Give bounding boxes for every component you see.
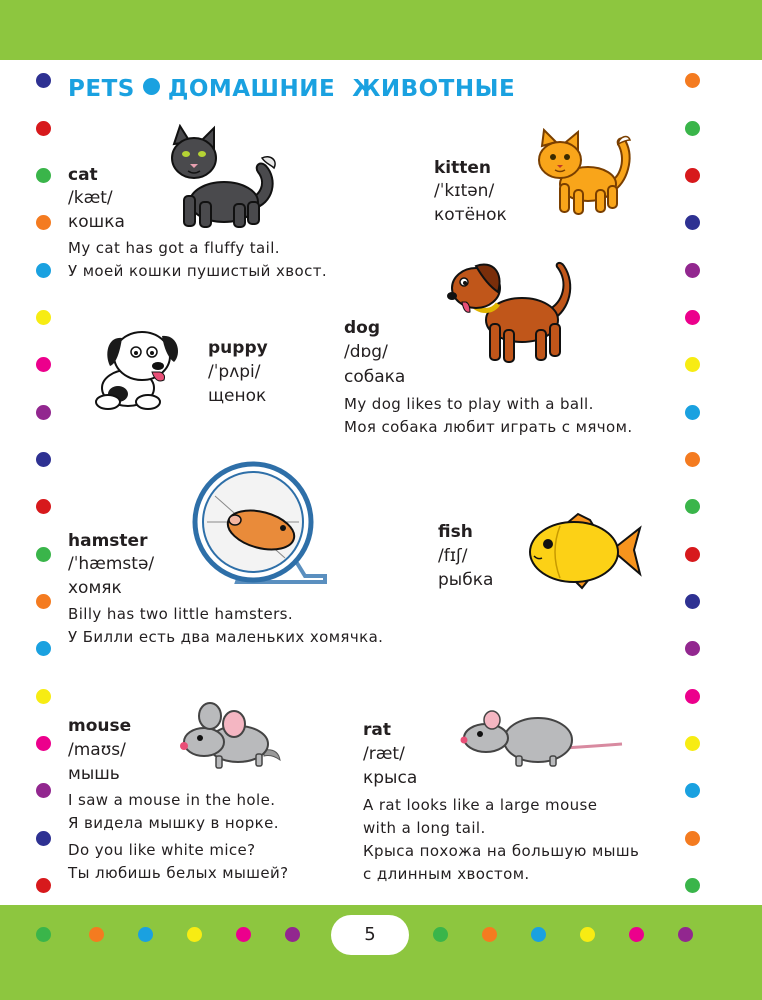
cat-translation: кошка bbox=[68, 212, 125, 232]
decor-dot bbox=[433, 927, 448, 942]
decor-dot bbox=[685, 73, 700, 88]
cat-illustration bbox=[162, 124, 284, 232]
decor-dot bbox=[138, 927, 153, 942]
decor-dot bbox=[678, 927, 693, 942]
mouse-example-ru-2: Ты любишь белых мышей? bbox=[68, 864, 289, 882]
fish-word: fish bbox=[438, 522, 473, 542]
decor-dot bbox=[36, 263, 51, 278]
cat-example-en: My cat has got a fluffy tail. bbox=[68, 239, 280, 257]
kitten-word: kitten bbox=[434, 158, 492, 178]
decor-dot bbox=[685, 736, 700, 751]
rat-example-ru-2: с длинным хвостом. bbox=[363, 865, 530, 883]
decor-dot bbox=[685, 215, 700, 230]
decor-dot bbox=[629, 927, 644, 942]
rat-example-en-2: with a long tail. bbox=[363, 819, 486, 837]
decor-dot bbox=[685, 689, 700, 704]
top-green-band bbox=[0, 0, 762, 60]
decor-dot bbox=[187, 927, 202, 942]
decor-dot bbox=[36, 357, 51, 372]
mouse-illustration bbox=[176, 700, 284, 772]
hamster-example-en: Billy has two little hamsters. bbox=[68, 605, 294, 623]
rat-word: rat bbox=[363, 720, 391, 740]
rat-translation: крыса bbox=[363, 768, 418, 788]
cat-transcription: /kæt/ bbox=[68, 188, 113, 208]
dog-word: dog bbox=[344, 318, 381, 338]
decor-dot bbox=[685, 831, 700, 846]
rat-example-en-1: A rat looks like a large mouse bbox=[363, 796, 598, 814]
page-number: 5 bbox=[331, 915, 409, 955]
dog-example-ru: Моя собака любит играть с мячом. bbox=[344, 418, 633, 436]
cat-example-ru: У моей кошки пушистый хвост. bbox=[68, 262, 328, 280]
rat-transcription: /ræt/ bbox=[363, 744, 405, 764]
puppy-transcription: /ˈpʌpi/ bbox=[208, 362, 261, 382]
dog-example-en: My dog likes to play with a ball. bbox=[344, 395, 594, 413]
decor-dot bbox=[36, 878, 51, 893]
decor-dot bbox=[36, 641, 51, 656]
dog-transcription: /dɒg/ bbox=[344, 342, 388, 362]
decor-dot bbox=[685, 357, 700, 372]
fish-illustration bbox=[526, 512, 644, 590]
decor-dot bbox=[36, 547, 51, 562]
decor-dot bbox=[36, 452, 51, 467]
decor-dot bbox=[685, 405, 700, 420]
kitten-translation: котёнок bbox=[434, 205, 507, 225]
decor-dot bbox=[685, 547, 700, 562]
hamster-wheel-illustration bbox=[185, 458, 327, 586]
decor-dot bbox=[580, 927, 595, 942]
decor-dot bbox=[36, 73, 51, 88]
decor-dot bbox=[685, 121, 700, 136]
decor-dot bbox=[36, 168, 51, 183]
hamster-transcription: /ˈhæmstə/ bbox=[68, 554, 155, 574]
mouse-example-ru-1: Я видела мышку в норке. bbox=[68, 814, 279, 832]
mouse-transcription: /maʊs/ bbox=[68, 740, 126, 760]
decor-dot bbox=[36, 594, 51, 609]
kitten-illustration bbox=[530, 128, 638, 220]
decor-dot bbox=[482, 927, 497, 942]
title-english: PETS bbox=[68, 76, 135, 102]
cat-word: cat bbox=[68, 165, 98, 185]
kitten-transcription: /ˈkɪtən/ bbox=[434, 181, 495, 201]
fish-transcription: /fɪʃ/ bbox=[438, 546, 468, 566]
decor-dot bbox=[685, 168, 700, 183]
dog-translation: собака bbox=[344, 367, 406, 387]
decor-dot bbox=[36, 831, 51, 846]
puppy-illustration bbox=[78, 322, 190, 412]
decor-dot bbox=[89, 927, 104, 942]
puppy-word: puppy bbox=[208, 338, 268, 358]
decor-dot bbox=[285, 927, 300, 942]
puppy-translation: щенок bbox=[208, 386, 267, 406]
decor-dot bbox=[36, 499, 51, 514]
decor-dot bbox=[685, 783, 700, 798]
fish-translation: рыбка bbox=[438, 570, 494, 590]
decor-dot bbox=[36, 927, 51, 942]
mouse-translation: мышь bbox=[68, 764, 120, 784]
page-title bbox=[68, 76, 515, 102]
decor-dot bbox=[685, 263, 700, 278]
decor-dot bbox=[531, 927, 546, 942]
decor-dot bbox=[36, 736, 51, 751]
rat-example-ru-1: Крыса похожа на большую мышь bbox=[363, 842, 640, 860]
hamster-example-ru: У Билли есть два маленьких хомячка. bbox=[68, 628, 384, 646]
hamster-word: hamster bbox=[68, 531, 148, 551]
decor-dot bbox=[36, 310, 51, 325]
decor-dot bbox=[685, 641, 700, 656]
decor-dot bbox=[36, 689, 51, 704]
decor-dot bbox=[36, 215, 51, 230]
title-separator-dot bbox=[143, 78, 160, 95]
decor-dot bbox=[685, 310, 700, 325]
decor-dot bbox=[685, 452, 700, 467]
rat-illustration bbox=[456, 706, 626, 770]
decor-dot bbox=[236, 927, 251, 942]
decor-dot bbox=[36, 121, 51, 136]
decor-dot bbox=[36, 405, 51, 420]
decor-dot bbox=[685, 594, 700, 609]
mouse-example-en-1: I saw a mouse in the hole. bbox=[68, 791, 276, 809]
dog-illustration bbox=[440, 258, 580, 368]
hamster-translation: хомяк bbox=[68, 578, 122, 598]
mouse-word: mouse bbox=[68, 716, 132, 736]
title-russian: ДОМАШНИЕ ЖИВОТНЫЕ bbox=[167, 76, 516, 102]
decor-dot bbox=[685, 499, 700, 514]
decor-dot bbox=[36, 783, 51, 798]
mouse-example-en-2: Do you like white mice? bbox=[68, 841, 256, 859]
decor-dot bbox=[685, 878, 700, 893]
